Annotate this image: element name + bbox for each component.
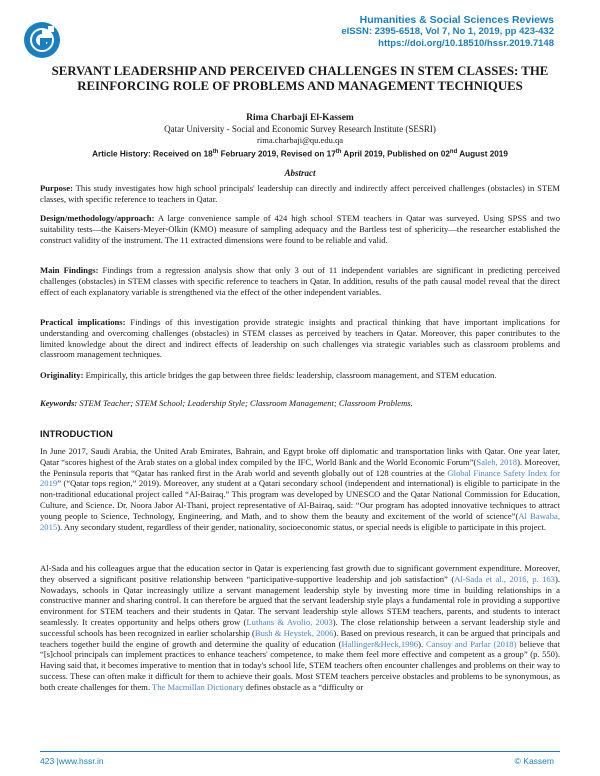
issn-line: eISSN: 2395-6518, Vol 7, No 1, 2019, pp 423-432: [341, 26, 554, 37]
journal-header: [341, 14, 554, 50]
article-history: Article History: Received on 18th February 2019, Revised on 17th April 2019, Published on 02nd August 2019: [92, 149, 508, 159]
citation-link[interactable]: Saleh, 2018: [476, 456, 518, 467]
introduction-heading: INTRODUCTION: [40, 429, 113, 440]
author-affiliation: Qatar University - Social and Economic Survey Research Institute (SESRI): [164, 124, 436, 134]
abstract-purpose: Purpose: This study investigates how high school principals' leadership can directly and indirectly affect perceived challenges (obstacles) in STEM classes, with specific reference to teachers in Qatar.: [40, 183, 560, 204]
citation-link[interactable]: Cansoy and Parlar (2018): [426, 638, 517, 649]
citation-link[interactable]: The Macmillan Dictionary: [152, 681, 244, 692]
abstract-originality: Originality: Empirically, this article bridges the gap between three fields: leadership, classroom management, and STEM education.: [40, 370, 497, 380]
abstract-findings: Main Findings: Findings from a regression analysis show that only 3 out of 11 independent variables are significant in predicting perceived challenges (obstacles) in STEM classes with specific reference to teachers in Qatar. In addition, results of the path causal model reveal that the direct effect of each explanatory variable is strengthened via the effect of the other independent variables.: [40, 265, 560, 297]
footer-page-site[interactable]: 423 |www.hssr.in: [40, 756, 104, 766]
author-name: Rima Charbaji El-Kassem: [246, 113, 354, 123]
journal-name: Humanities & Social Sciences Reviews: [359, 14, 554, 26]
citation-link[interactable]: Luthans & Avolio, 2003: [246, 616, 333, 627]
citation-link[interactable]: Hallinger&Heck,1996: [341, 638, 419, 649]
doi-link[interactable]: https://doi.org/10.18510/hssr.2019.7148: [378, 38, 554, 49]
abstract-design: Design/methodology/approach: A large convenience sample of 424 high school STEM teachers in Qatar was surveyed. Using SPSS and two suitability tests—the Kaisers-Meyer-Olkin (KMO) measure of sampling adequacy and the Bartless test of sphericity—the researcher established the construct validity of the instrument. The 11 extracted dimensions were found to be reliable and valid.: [40, 213, 560, 245]
footer-divider: [40, 751, 560, 752]
author-email[interactable]: rima.charbaji@qu.edu.qa: [257, 135, 343, 145]
keywords: Keywords: STEM Teacher; STEM School; Leadership Style; Classroom Management; Classroom Problems.: [40, 398, 413, 408]
citation-link[interactable]: Bush & Heystek, 2006: [254, 627, 334, 638]
citation-link[interactable]: Global Finance Safety Index for 2019: [40, 467, 560, 489]
citation-link[interactable]: Al Bawaba, 2015: [40, 510, 560, 532]
abstract-implications: Practical implications: Findings of this investigation provide strategic insights and practical thinking that have important implications for understanding and overcoming challenges (obstacles) in STEM classes as perceived by teachers in Qatar. Moreover, this paper contributes to the limited knowledge about the direct and indirect effects of leadership on such challenges via strategic variables such as classroom problems and classroom management techniques.: [40, 317, 560, 360]
intro-paragraph-2: Al-Sada and his colleagues argue that the education sector in Qatar is experiencing fast growth due to significant government expenditure. Moreover, they observed a significant positive relationship between “participative-supportive leadership and job satisfaction” (Al-Sada et al., 2016, p. 163). Nowadays, schools in Qatar increasingly utilize a servant management leadership style by investing more time in building relationships in a constructive manner and sharing control. It can therefore be argued that the servant leadership style plays a fundamental role in providing a supportive environment for STEM teachers and their students in Qatar. The servant leadership style allows STEM teachers, parents, and students to interact seamlessly. It creates opportunity and helps others grow (Luthans & Avolio, 2003). The close relationship between a servant leadership style and successful schools has been recognized in earlier scholarship (Bush & Heystek, 2006). Based on previous research, it can be argued that principals and teachers together build the engine of growth and determine the quality of education (Hallinger&Heck,1996). Cansoy and Parlar (2018) believe that “[s]chool principals can implement practices to enhance teachers' competence, to make them feel more effective and competent as a group” (p. 550). Having said that, it becomes imperative to mention that in today's school life, STEM teachers often encounter challenges and problems on their way to success. These can often make it difficult for them to achieve their goals. Most STEM teachers perceive obstacles and problems to be synonymous, as both create challenges for them. The Macmillan Dictionary defines obstacle as a “difficulty or: [40, 563, 561, 692]
citation-link[interactable]: Al-Sada et al., 2016, p. 163: [454, 573, 555, 584]
paper-title: SERVANT LEADERSHIP AND PERCEIVED CHALLENGES IN STEM CLASSES: THE REINFORCING ROLE OF PROBLEMS AND MANAGEMENT TECHNIQUES: [51, 64, 549, 93]
abstract-heading: Abstract: [284, 168, 316, 178]
intro-paragraph-1: In June 2017, Saudi Arabia, the United Arab Emirates, Bahrain, and Egypt broke off diplomatic and transportation links with Qatar. One year later, Qatar “scores highest of the Arab states on a global index compiled by the IFC, World Bank and the World Economic Forum”(Saleh, 2018). Moreover, the Peninsula reports that “Qatar has ranked first in the Arab world and seventh globally out of 128 countries at the Global Finance Safety Index for 2019” (“Qatar tops region,” 2019). Moreover, any student at a Qatari secondary school (independent and international) is eligible to participate in the non-traditional educational project called “Al-Bairaq.” This program was developed by UNESCO and the Qatar National Commission for Education, Culture, and Science. Dr. Noora Jabor Al-Thani, project representative of Al-Bairaq, said: “Our program has adopted innovative techniques to attract young people to Science, Technology, Engineering, and Math, and to show them the beauty and excitement of the world of science”(Al Bawaba, 2015). Any secondary student, regardless of their gender, nationality, socioeconomic status, or special needs is eligible to participate in this project.: [40, 446, 560, 532]
journal-logo-icon: [22, 20, 62, 60]
footer-copyright: © Kassem: [514, 756, 554, 766]
